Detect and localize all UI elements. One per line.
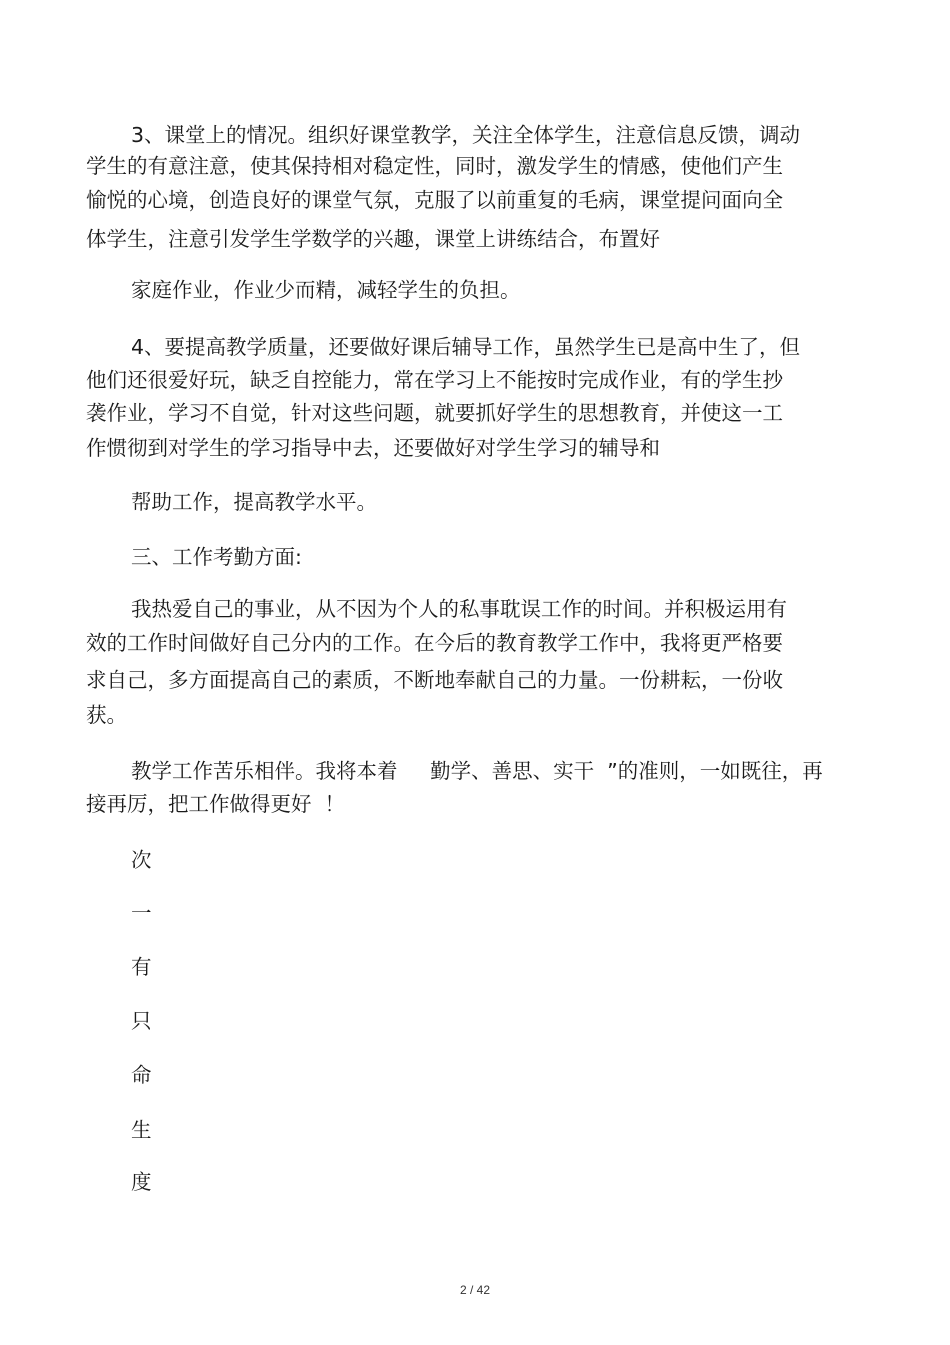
p5-line-1: 我热爱自己的事业，从不因为个人的私事耽误工作的时间。并积极运用有 [131,597,787,621]
p3-line-3: 愉悦的心境，创造良好的课堂气氛，克服了以前重复的毛病，课堂提问面向全 [86,188,783,212]
p5-line-2: 效的工作时间做好自己分内的工作。在今后的教育教学工作中，我将更严格要 [86,631,783,655]
p3-line-2: 学生的有意注意，使其保持相对稳定性，同时，激发学生的情感，使他们产生 [86,154,783,178]
vertical-char: 命 [131,1063,152,1087]
p4-line-1: 4、要提高教学质量，还要做好课后辅导工作，虽然学生已是高中生了，但 [131,335,801,359]
page-number: 2 / 42 [459,1283,491,1297]
vertical-char: 次 [131,848,152,872]
p4-line-3: 袭作业，学习不自觉，针对这些问题，就要抓好学生的思想教育，并使这一工 [86,401,783,425]
p3-line-1: 3、课堂上的情况。组织好课堂教学，关注全体学生，注意信息反馈，调动 [131,123,801,147]
p4-continuation: 帮助工作，提高教学水平。 [131,490,377,514]
p4-line-2: 他们还很爱好玩，缺乏自控能力，常在学习上不能按时完成作业，有的学生抄 [86,368,783,392]
vertical-char: 生 [131,1118,152,1142]
section-heading: 三、工作考勤方面: [131,545,302,569]
vertical-char: 只 [131,1009,152,1033]
p5-line-3: 求自己，多方面提高自己的素质，不断地奉献自己的力量。一份耕耘，一份收 [86,668,783,692]
p4-line-4: 作惯彻到对学生的学习指导中去，还要做好对学生学习的辅导和 [86,436,660,460]
vertical-char: 一 [131,901,152,925]
p6-line-1: 教学工作苦乐相伴。我将本着 勤学、善思、实干 ”的准则，一如既往，再 [131,759,823,783]
vertical-char: 有 [131,955,152,979]
p6-line-2: 接再厉，把工作做得更好 ！ [86,792,346,816]
p5-line-4: 获。 [86,703,127,727]
vertical-char: 度 [131,1170,152,1194]
p3-line-4: 体学生，注意引发学生学数学的兴趣，课堂上讲练结合，布置好 [86,227,660,251]
p3-continuation: 家庭作业，作业少而精，减轻学生的负担。 [131,278,521,302]
